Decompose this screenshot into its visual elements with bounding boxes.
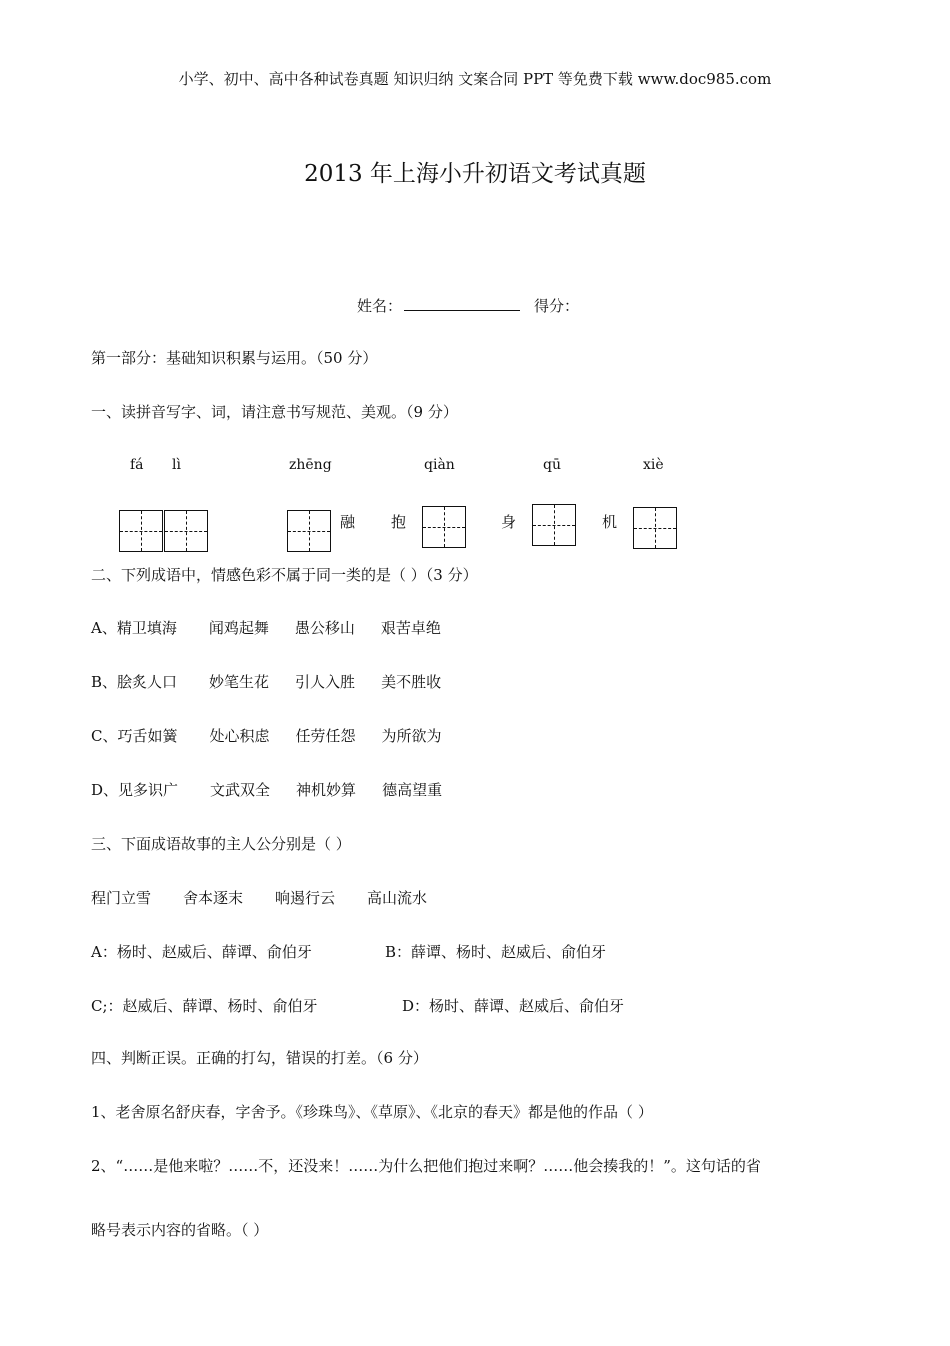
char-ji: 机 <box>602 513 618 531</box>
idiom: 为所欲为 <box>381 727 442 745</box>
idiom: 艰苦卓绝 <box>380 619 441 637</box>
q2-option-b <box>91 671 467 692</box>
exam-title: 2013 年上海小升初语文考试真题 <box>304 161 646 187</box>
idiom: 闻鸡起舞 <box>208 619 269 637</box>
idiom: 神机妙算 <box>296 781 357 799</box>
pinyin-2: lì <box>172 457 181 473</box>
pinyin-4: qiàn <box>424 457 455 473</box>
pinyin-1: fá <box>130 457 144 473</box>
char-rong: 融 <box>340 513 356 531</box>
q3-option-a: A：杨时、赵威后、薛谭、俞伯牙 <box>91 943 312 961</box>
page-header: 小学、初中、高中各种试卷真题 知识归纳 文案合同 PPT 等免费下载 www.doc985.com <box>178 70 772 88</box>
score-label: 得分： <box>534 297 580 315</box>
idiom: 妙笔生花 <box>209 673 270 691</box>
char-bao: 抱 <box>391 513 407 531</box>
name-score-line <box>357 295 579 316</box>
part1-heading: 第一部分：基础知识积累与运用。（50 分） <box>91 349 378 367</box>
q1-prompt: 一、读拼音写字、词，请注意书写规范、美观。（9 分） <box>91 403 458 421</box>
q3-option-b: B：薛谭、杨时、赵威后、俞伯牙 <box>385 943 607 961</box>
option-label: B、脍炙人口 <box>91 673 178 691</box>
writing-box-3[interactable] <box>287 510 331 552</box>
q2-option-a <box>91 617 467 638</box>
writing-box-5[interactable] <box>532 504 576 546</box>
q4-prompt: 四、判断正误。正确的打勾，错误的打差。（6 分） <box>91 1049 428 1067</box>
q2-prompt: 二、下列成语中，情感色彩不属于同一类的是（ ）（3 分） <box>91 566 478 584</box>
q4-item-1: 1、老舍原名舒庆春，字舍予。《珍珠鸟》、《草原》、《北京的春天》都是他的作品（ ） <box>91 1103 653 1121</box>
q3-idioms <box>91 887 459 908</box>
option-label: D、见多识广 <box>91 781 179 799</box>
q3-option-d: D：杨时、薛谭、赵威后、俞伯牙 <box>402 997 625 1015</box>
char-shen: 身 <box>501 513 517 531</box>
name-label: 姓名： <box>357 297 403 315</box>
idiom: 任劳任怨 <box>295 727 356 745</box>
pinyin-3: zhēng <box>289 457 332 473</box>
pinyin-5: qū <box>543 457 561 473</box>
idiom: 德高望重 <box>382 781 443 799</box>
idiom: 愚公移山 <box>294 619 355 637</box>
q4-item-2-cont: 略号表示内容的省略。（ ） <box>91 1221 269 1239</box>
q3-prompt: 三、下面成语故事的主人公分别是（ ） <box>91 835 351 853</box>
idiom: 处心积虑 <box>209 727 270 745</box>
idiom: 程门立雪 <box>91 889 152 907</box>
writing-box-2[interactable] <box>164 510 208 552</box>
writing-box-4[interactable] <box>422 506 466 548</box>
writing-box-6[interactable] <box>633 507 677 549</box>
option-label: C、巧舌如簧 <box>91 727 178 745</box>
q3-option-c: C;：赵威后、薛谭、杨时、俞伯牙 <box>91 997 318 1015</box>
idiom: 引人入胜 <box>295 673 356 691</box>
idiom: 响遏行云 <box>275 889 336 907</box>
q4-item-2: 2、“……是他来啦？……不，还没来！……为什么把他们抱过来啊？……他会揍我的！”。这句话的省 <box>91 1157 761 1175</box>
idiom: 高山流水 <box>367 889 428 907</box>
name-blank[interactable] <box>404 296 520 311</box>
q2-option-d <box>91 779 468 800</box>
option-label: A、精卫填海 <box>91 619 177 637</box>
idiom: 美不胜收 <box>381 673 442 691</box>
idiom: 舍本逐末 <box>183 889 244 907</box>
q2-option-c <box>91 725 468 746</box>
idiom: 文武双全 <box>210 781 271 799</box>
pinyin-6: xiè <box>643 457 664 473</box>
writing-box-1[interactable] <box>119 510 163 552</box>
